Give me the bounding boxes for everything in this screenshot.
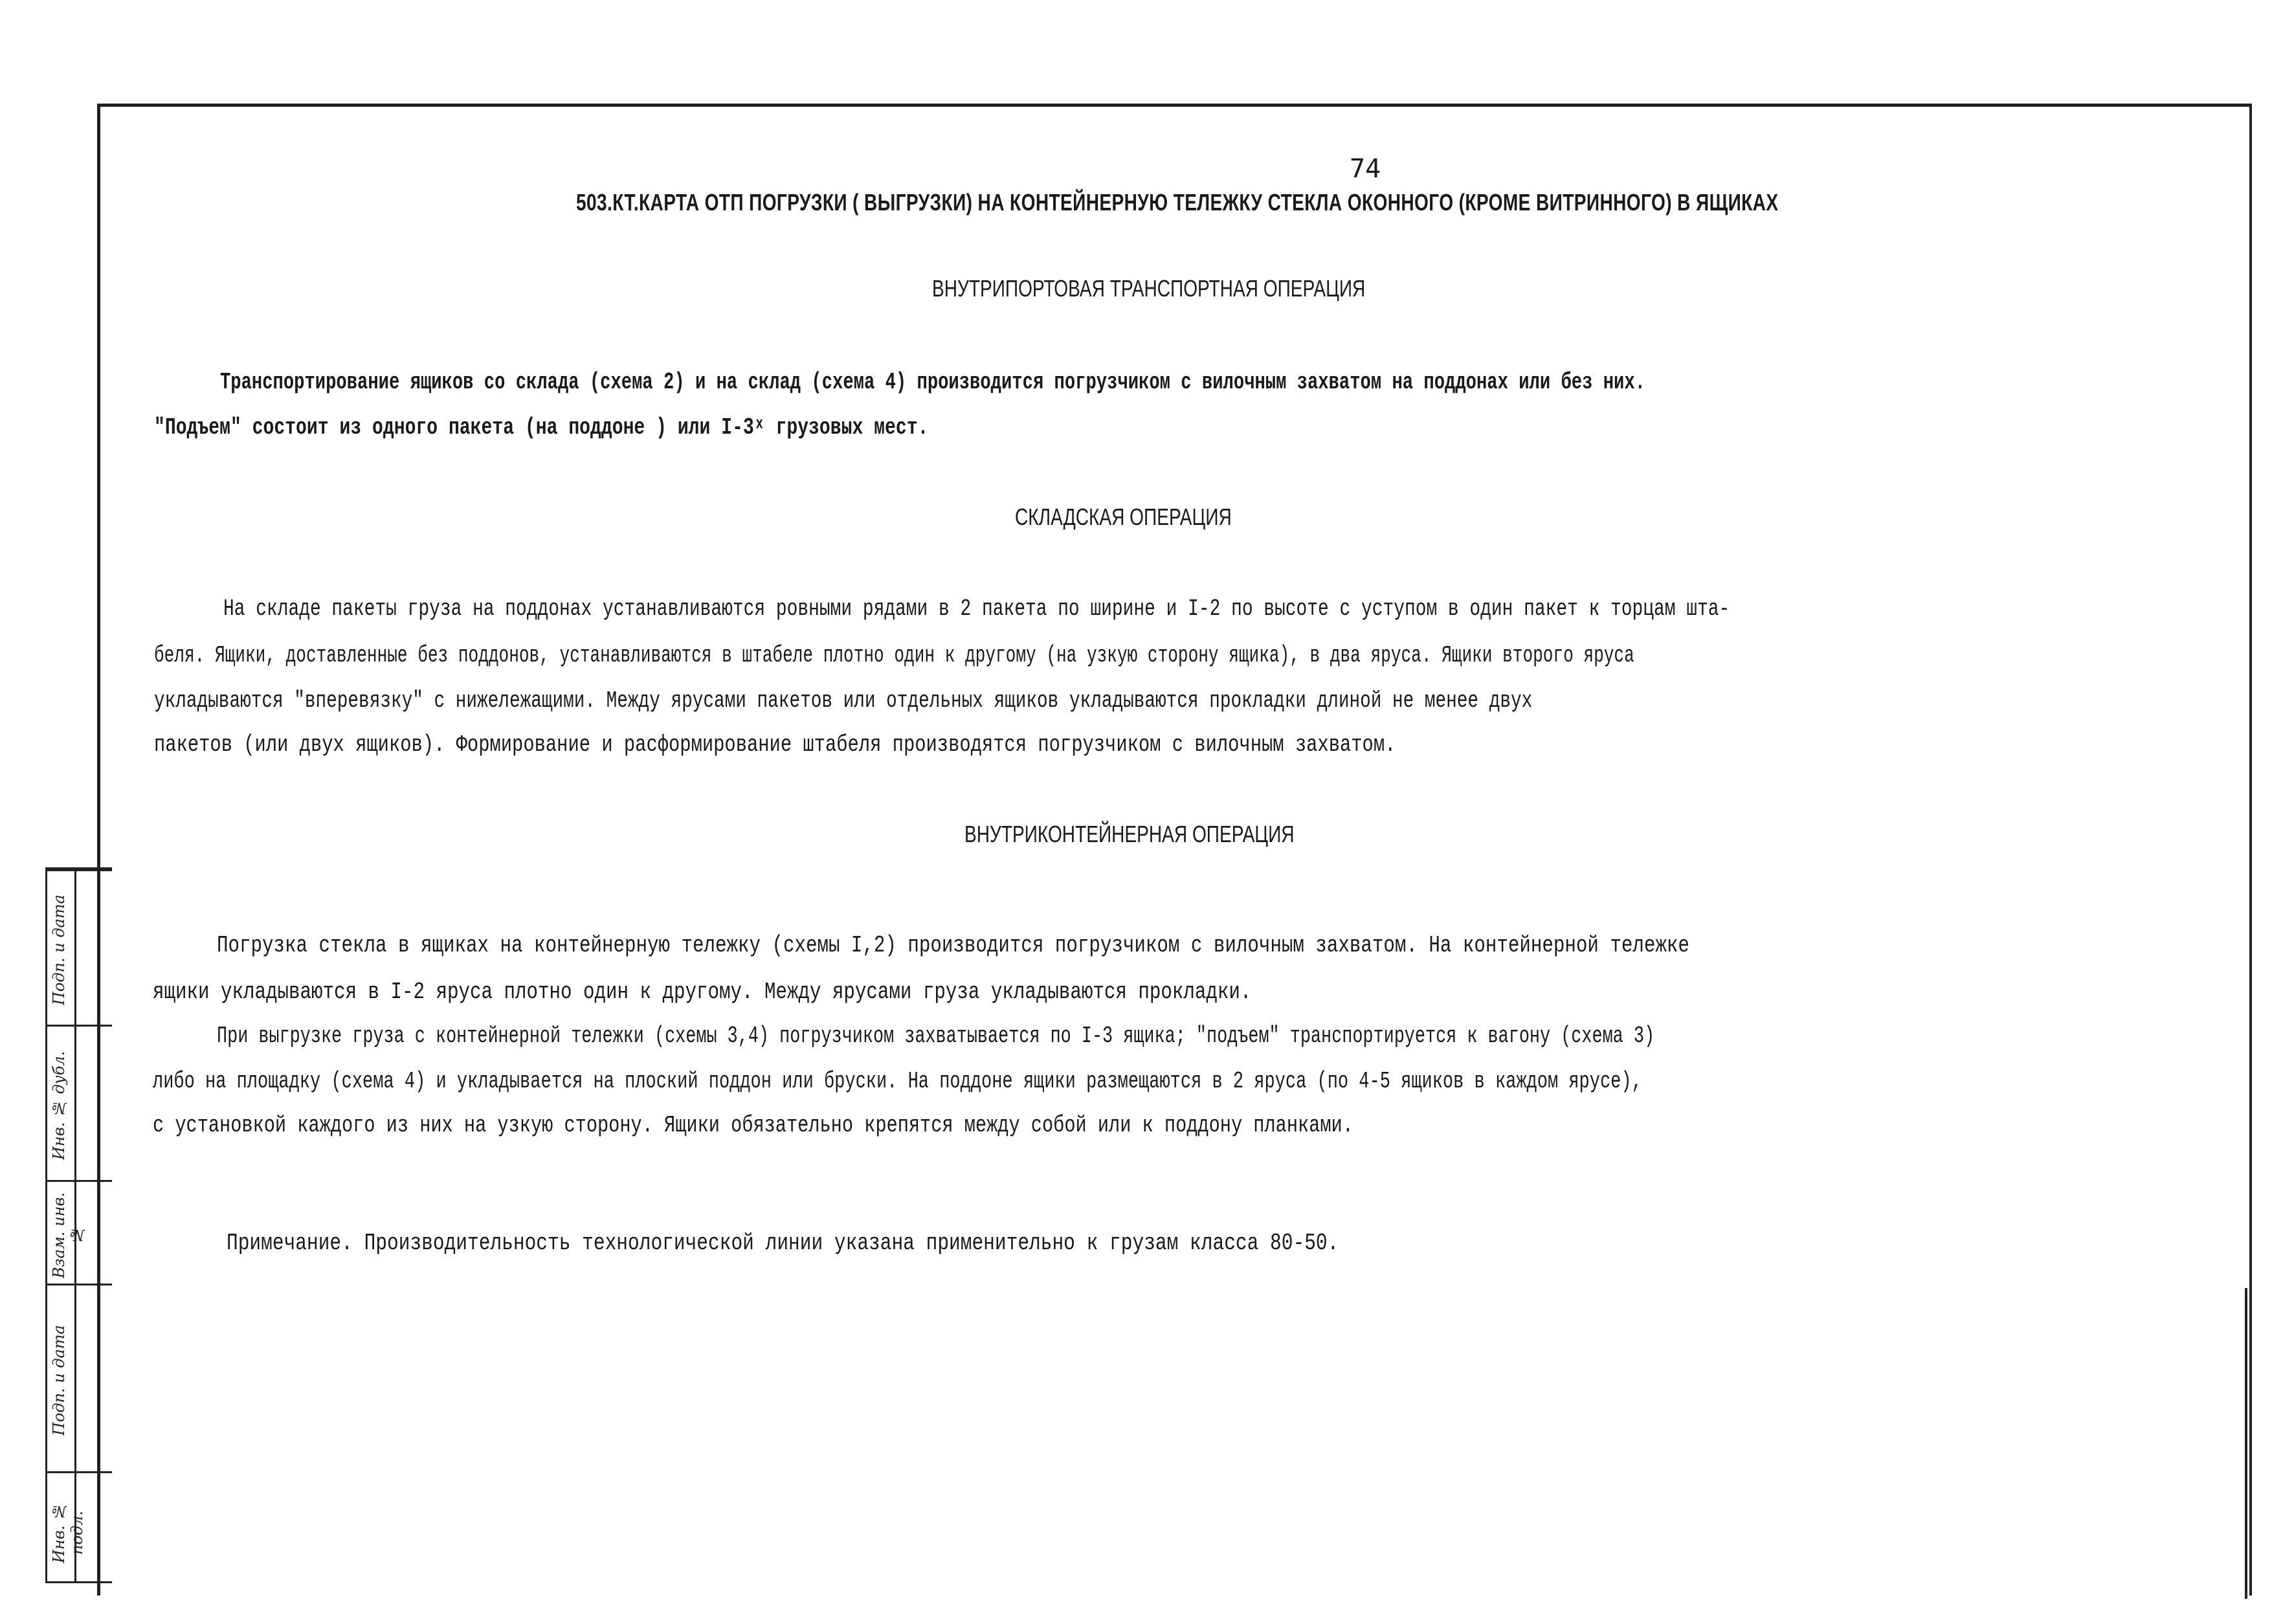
paragraph-line: ящики укладываются в I-2 яруса плотно один к другому. Между ярусами груза укладываются прокладки. (153, 979, 1252, 1005)
section-heading-container: ВНУТРИКОНТЕЙНЕРНАЯ ОПЕРАЦИЯ (964, 821, 1295, 847)
sheet-frame (97, 104, 2252, 1596)
stamp-label: Инв. № подл. (50, 1502, 86, 1563)
stamp-divider (47, 1180, 112, 1182)
stamp-label: Подп. и дата (50, 895, 68, 1006)
paragraph-line: При выгрузке груза с контейнерной тележки (схемы 3,4) погрузчиком захватывается по I-3 ящика; "подъем" транспортируется к вагону (схема 3) (217, 1023, 1655, 1049)
section-heading-transport: ВНУТРИПОРТОВАЯ ТРАНСПОРТНАЯ ОПЕРАЦИЯ (932, 275, 1366, 302)
paragraph-line: укладываются "вперевязку" с нижележащими. Между ярусами пакетов или отдельных ящиков укладываются прокладки длиной не менее двух (154, 687, 1533, 714)
stamp-label: Взам. инв. № (50, 1192, 86, 1278)
paragraph-line: пакетов (или двух ящиков). Формирование и расформирование штабеля производятся погрузчиком с вилочным захватом. (154, 731, 1396, 758)
stamp-label: Подп. и дата (50, 1325, 68, 1436)
stamp-label: Инв. № дубл. (50, 1051, 68, 1161)
paragraph-line: Транспортирование ящиков со склада (схема 2) и на склад (схема 4) производится погрузчиком с вилочным захватом на поддонах или без них. (220, 369, 1645, 395)
stamp-divider (47, 1471, 112, 1473)
paragraph-line: На складе пакеты груза на поддонах устанавливаются ровными рядами в 2 пакета по ширине и I-2 по высоте с уступом в один пакет к торцам шта- (223, 595, 1730, 622)
margin-stamp (45, 867, 112, 1583)
paragraph-line: либо на площадку (схема 4) и укладывается на плоский поддон или бруски. На поддоне ящики размещаются в 2 яруса (по 4-5 ящиков в каждом ярусе), (153, 1068, 1642, 1095)
stamp-divider (47, 1284, 112, 1285)
page-number: 74 (1350, 154, 1381, 184)
note: Примечание. Производительность технологической линии указана применительно к грузам класса 80-50. (227, 1230, 1339, 1256)
frame-edge-mark (2245, 1288, 2247, 1599)
document-title: 503.КТ.КАРТА ОТП ПОГРУЗКИ ( ВЫГРУЗКИ) НА КОНТЕЙНЕРНУЮ ТЕЛЕЖКУ СТЕКЛА ОКОННОГО (КРОМЕ ВИТРИННОГО) В ЯЩИКАХ (576, 189, 1779, 216)
stamp-divider (47, 1025, 112, 1027)
stamp-divider (47, 869, 112, 871)
paragraph-line: "Подъем" состоит из одного пакета (на поддоне ) или I-3ˣ грузовых мест. (154, 414, 929, 441)
stamp-divider (74, 869, 76, 1581)
paragraph-line: с установкой каждого из них на узкую сторону. Ящики обязательно крепятся между собой или к поддону планками. (153, 1112, 1353, 1139)
section-heading-warehouse: СКЛАДСКАЯ ОПЕРАЦИЯ (1015, 504, 1232, 530)
paragraph-line: Погрузка стекла в ящиках на контейнерную тележку (схемы I,2) производится погрузчиком с вилочным захватом. На контейнерной тележке (217, 932, 1689, 959)
paragraph-line: беля. Ящики, доставленные без поддонов, устанавливаются в штабеле плотно один к другому (на узкую сторону ящика), в два яруса. Ящики второго яруса (154, 642, 1634, 669)
